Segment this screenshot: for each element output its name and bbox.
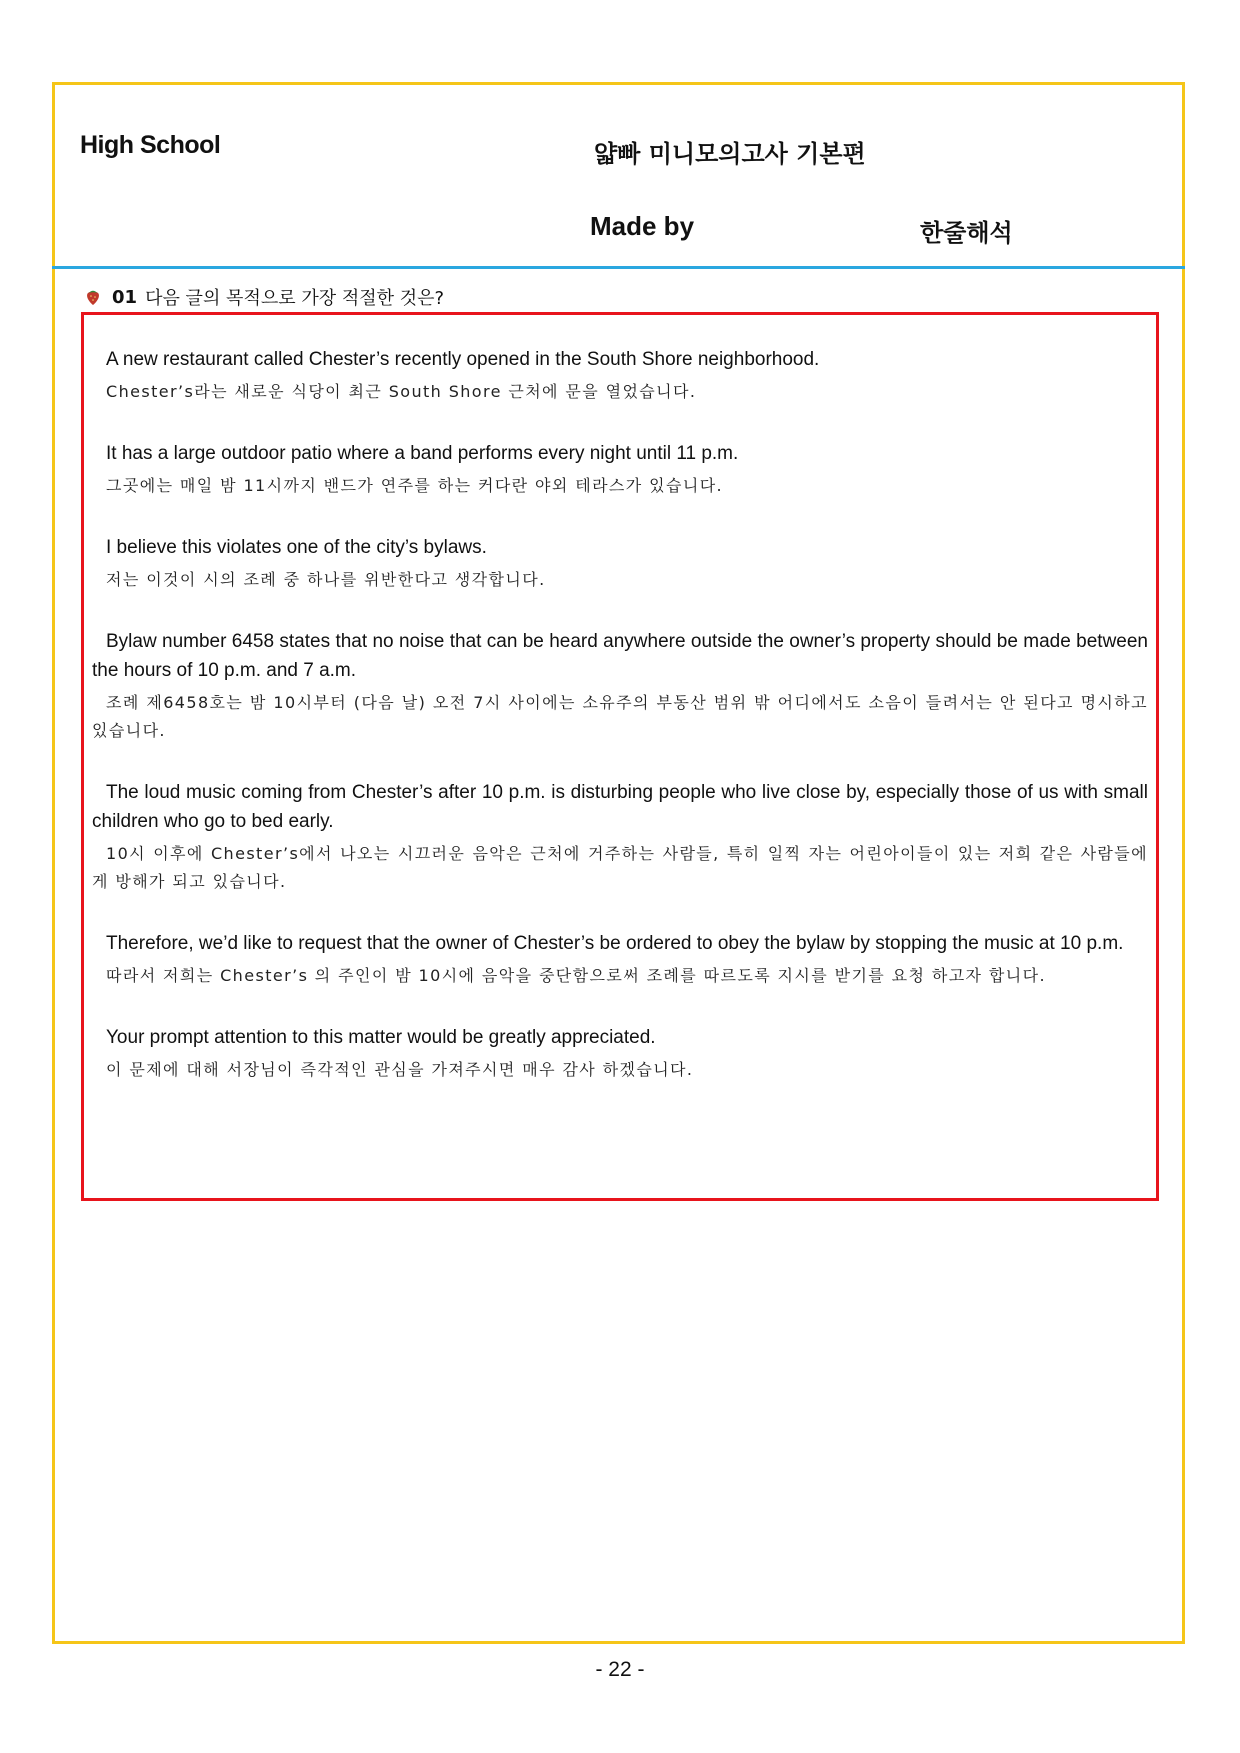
english-sentence: It has a large outdoor patio where a band performs every night until 11 p.m. bbox=[106, 443, 739, 464]
english-sentence: The loud music coming from Chester’s after 10 p.m. is disturbing people who live close by, especially those of us with small children who go to bed early. bbox=[92, 782, 1148, 832]
strawberry-bullet-icon bbox=[84, 288, 102, 306]
korean-translation: 조례 제6458호는 밤 10시부터 (다음 날) 오전 7시 사이에는 소유주의 부동산 범위 밖 어디에서도 소음이 들려서는 안 된다고 명시하고 있습니다. bbox=[92, 693, 1148, 740]
author-name: 한줄해석 bbox=[920, 219, 1013, 247]
workbook-title: 얇빠 미니모의고사 기본편 bbox=[594, 140, 866, 168]
korean-translation: Chester’s라는 새로운 식당이 최근 South Shore 근처에 문을 열었습니다. bbox=[106, 382, 697, 401]
korean-translation: 저는 이것이 시의 조례 중 하나를 위반한다고 생각합니다. bbox=[106, 570, 546, 589]
sentence-pair bbox=[92, 1023, 1148, 1084]
korean-translation: 10시 이후에 Chester’s에서 나오는 시끄러운 음악은 근처에 거주하는 사람들, 특히 일찍 자는 어린아이들이 있는 저희 같은 사람들에게 방해가 되고 있습니다. bbox=[92, 844, 1148, 891]
korean-translation: 따라서 저희는 Chester’s 의 주인이 밤 10시에 음악을 중단함으로써 조례를 따르도록 지시를 받기를 요청 하고자 합니다. bbox=[106, 966, 1046, 985]
question-heading bbox=[84, 284, 444, 310]
sentence-pair bbox=[92, 533, 1148, 594]
page-number: - 22 - bbox=[595, 1658, 645, 1681]
english-sentence: Your prompt attention to this matter would be greatly appreciated. bbox=[106, 1027, 656, 1048]
question-text: 다음 글의 목적으로 가장 적절한 것은? bbox=[145, 288, 445, 309]
sentence-pair bbox=[92, 627, 1148, 745]
passage-sentences bbox=[92, 345, 1148, 1117]
sentence-pair bbox=[92, 345, 1148, 406]
question-number: 01 bbox=[112, 286, 138, 308]
made-by-label: Made by bbox=[590, 211, 695, 241]
english-sentence: A new restaurant called Chester’s recently opened in the South Shore neighborhood. bbox=[106, 349, 820, 370]
english-sentence: Therefore, we’d like to request that the owner of Chester’s be ordered to obey the bylaw by stopping the music at 10 p.m. bbox=[106, 933, 1124, 954]
english-sentence: I believe this violates one of the city’s bylaws. bbox=[106, 537, 487, 558]
level-label: High School bbox=[80, 131, 221, 159]
korean-translation: 그곳에는 매일 밤 11시까지 밴드가 연주를 하는 커다란 야외 테라스가 있습니다. bbox=[106, 476, 724, 495]
sentence-pair bbox=[92, 439, 1148, 500]
sentence-pair bbox=[92, 929, 1148, 990]
korean-translation: 이 문제에 대해 서장님이 즉각적인 관심을 가져주시면 매우 감사 하겠습니다. bbox=[106, 1060, 694, 1079]
header-divider bbox=[52, 266, 1185, 269]
english-sentence: Bylaw number 6458 states that no noise that can be heard anywhere outside the owner’s property should be made between the hours of 10 p.m. and 7 a.m. bbox=[92, 631, 1148, 681]
sentence-pair bbox=[92, 778, 1148, 896]
